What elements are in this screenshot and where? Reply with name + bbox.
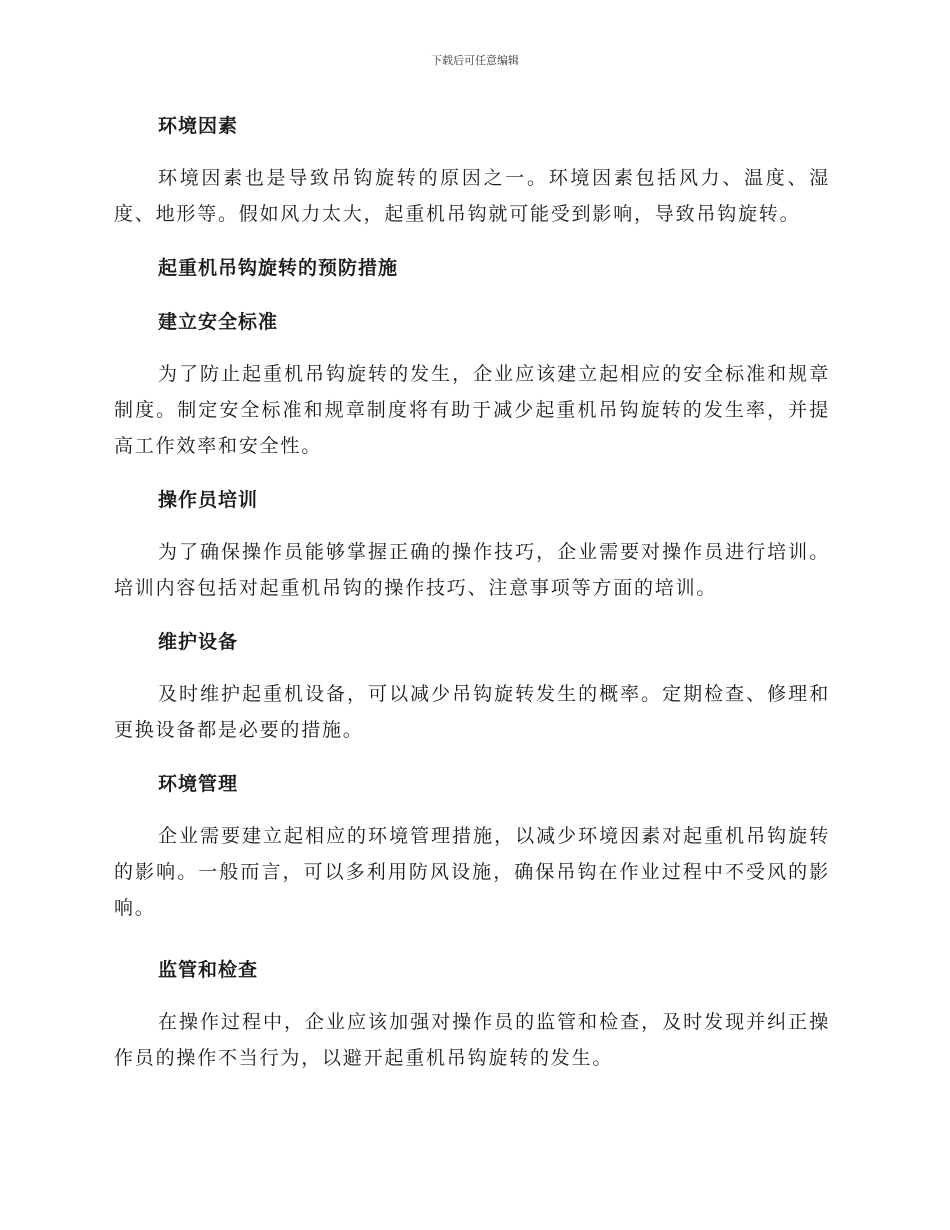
section-paragraph-environment-factors: 环境因素也是导致吊钩旋转的原因之一。环境因素包括风力、温度、湿度、地形等。假如风力太大，起重机吊钩就可能受到影响，导致吊钩旋转。 <box>114 167 830 225</box>
section-paragraph-equipment-maintenance: 及时维护起重机设备，可以减少吊钩旋转发生的概率。定期检查、修理和更换设备都是必要的措施。 <box>114 683 830 741</box>
section-heading-safety-standards: 建立安全标准 <box>158 311 279 333</box>
page-header: 下载后可任意编辑 <box>431 54 519 67</box>
section-paragraph-operator-training: 为了确保操作员能够掌握正确的操作技巧，企业需要对操作员进行培训。培训内容包括对起重机吊钩的操作技巧、注意事项等方面的培训。 <box>114 541 830 599</box>
section-heading-prevention-measures: 起重机吊钩旋转的预防措施 <box>158 257 399 279</box>
section-paragraph-supervision-inspection: 在操作过程中，企业应该加强对操作员的监管和检查，及时发现并纠正操作员的操作不当行为，以避开起重机吊钩旋转的发生。 <box>114 1011 830 1069</box>
section-heading-environment-management: 环境管理 <box>158 773 239 795</box>
section-paragraph-safety-standards: 为了防止起重机吊钩旋转的发生，企业应该建立起相应的安全标准和规章制度。制定安全标准和规章制度将有助于减少起重机吊钩旋转的发生率，并提高工作效率和安全性。 <box>114 363 830 457</box>
section-heading-equipment-maintenance: 维护设备 <box>158 631 239 653</box>
section-heading-environment-factors: 环境因素 <box>158 115 239 137</box>
section-heading-supervision-inspection: 监管和检查 <box>158 959 259 981</box>
document-body <box>114 108 830 1076</box>
section-heading-operator-training: 操作员培训 <box>158 489 259 511</box>
section-paragraph-environment-management: 企业需要建立起相应的环境管理措施，以减少环境因素对起重机吊钩旋转的影响。一般而言，可以多利用防风设施，确保吊钩在作业过程中不受风的影响。 <box>114 825 830 919</box>
